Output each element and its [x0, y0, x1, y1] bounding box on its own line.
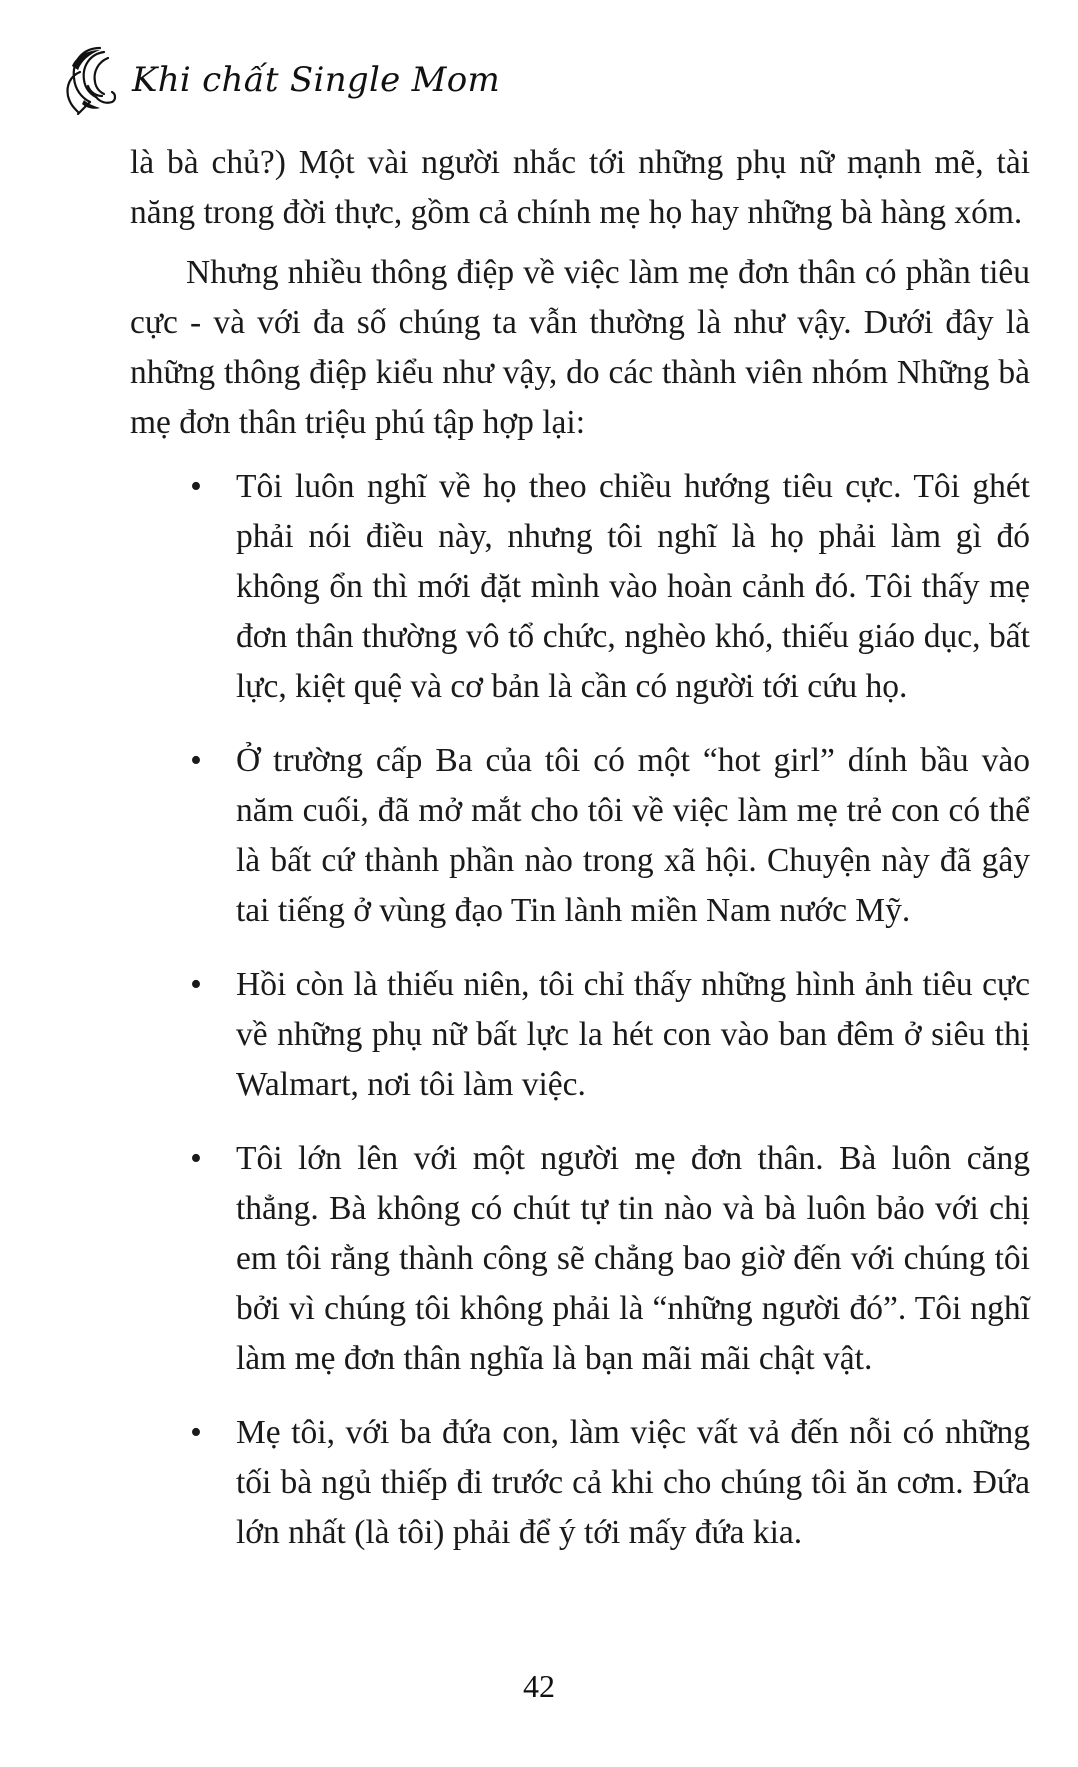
list-item-text: Hồi còn là thiếu niên, tôi chỉ thấy những hình ảnh tiêu cực về những phụ nữ bất lực la hét con vào ban đêm ở siêu thị Walmart, nơi tôi làm việc. — [236, 966, 1030, 1103]
list-item — [130, 736, 1030, 936]
woman-profile-logo-icon — [60, 42, 122, 118]
page-number: 42 — [523, 1668, 555, 1704]
bullet-icon: • — [190, 468, 202, 505]
paragraph-intro: Nhưng nhiều thông điệp về việc làm mẹ đơn thân có phần tiêu cực - và với đa số chúng ta vẫn thường là như vậy. Dưới đây là những thông điệp kiểu như vậy, do các thành viên nhóm Những bà mẹ đơn thân triệu phú tập hợp lại: — [130, 254, 1030, 441]
running-header — [60, 40, 500, 120]
list-item — [130, 960, 1030, 1110]
body-text — [130, 138, 1030, 1582]
paragraph-continuation: là bà chủ?) Một vài người nhắc tới những phụ nữ mạnh mẽ, tài năng trong đời thực, gồm cả chính mẹ họ hay những bà hàng xóm. — [130, 144, 1030, 231]
list-item — [130, 1408, 1030, 1558]
bullet-icon: • — [190, 966, 202, 1003]
list-item-text: Mẹ tôi, với ba đứa con, làm việc vất vả đến nỗi có những tối bà ngủ thiếp đi trước cả khi cho chúng tôi ăn cơm. Đứa lớn nhất (là tôi) phải để ý tới mấy đứa kia. — [236, 1414, 1030, 1551]
list-item-text: Ở trường cấp Ba của tôi có một “hot girl” dính bầu vào năm cuối, đã mở mắt cho tôi về việc làm mẹ trẻ con có thể là bất cứ thành phần nào trong xã hội. Chuyện này đã gây tai tiếng ở vùng đạo Tin lành miền Nam nước Mỹ. — [236, 742, 1030, 929]
list-item — [130, 462, 1030, 712]
list-item-text: Tôi lớn lên với một người mẹ đơn thân. Bà luôn căng thẳng. Bà không có chút tự tin nào và bà luôn bảo với chị em tôi rằng thành công sẽ chẳng bao giờ đến với chúng tôi bởi vì chúng tôi không phải là “những người đó”. Tôi nghĩ làm mẹ đơn thân nghĩa là bạn mãi mãi chật vật. — [236, 1140, 1030, 1377]
bullet-icon: • — [190, 742, 202, 779]
bullet-icon: • — [190, 1414, 202, 1451]
list-item — [130, 1134, 1030, 1384]
bullet-list — [130, 462, 1030, 1558]
book-title: Khi chất Single Mom — [132, 60, 501, 100]
bullet-icon: • — [190, 1140, 202, 1177]
list-item-text: Tôi luôn nghĩ về họ theo chiều hướng tiêu cực. Tôi ghét phải nói điều này, nhưng tôi nghĩ là họ phải làm gì đó không ổn thì mới đặt mình vào hoàn cảnh đó. Tôi thấy mẹ đơn thân thường vô tổ chức, nghèo khó, thiếu giáo dục, bất lực, kiệt quệ và cơ bản là cần có người tới cứu họ. — [236, 468, 1030, 705]
